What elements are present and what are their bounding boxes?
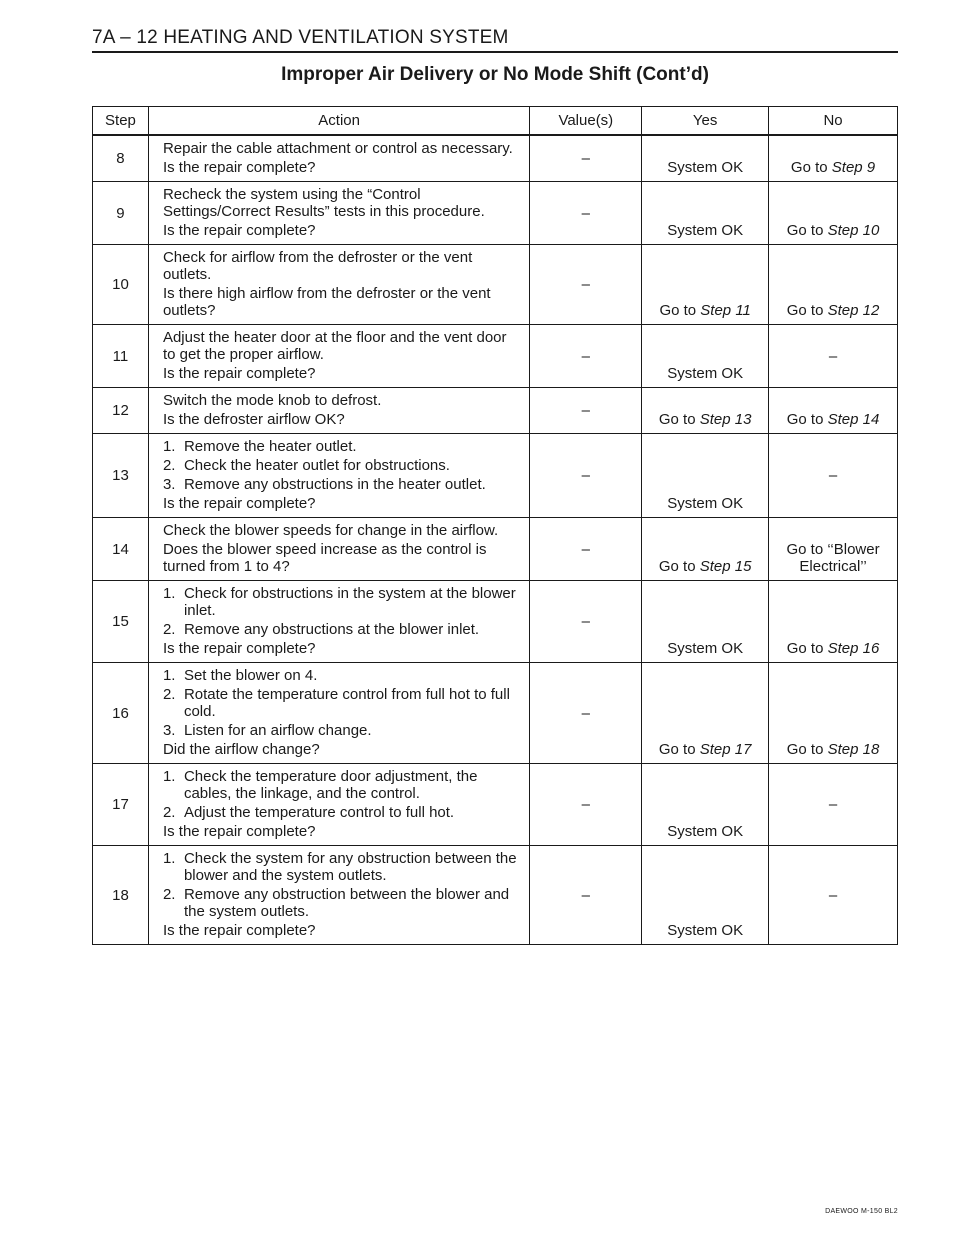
yes-result-cell (642, 434, 769, 518)
action-text: Is the repair complete? (162, 222, 316, 239)
table-row (93, 182, 898, 245)
no-result-cell (769, 135, 898, 182)
action-item-text: Remove any obstruction between the blower and the system outlets. (183, 886, 510, 920)
action-text: Check the blower speeds for change in the airflow. (162, 522, 499, 539)
no-step-reference: Step 10 (827, 222, 880, 239)
action-text: Is the repair complete? (162, 823, 316, 840)
action-list-item (163, 457, 521, 474)
action-list-item (163, 850, 521, 884)
no-result-cell (769, 663, 898, 764)
no-result-prefix: Go to (786, 640, 828, 657)
action-item-text: Check the system for any obstruction between the blower and the system outlets. (183, 850, 517, 884)
table-row (93, 846, 898, 945)
action-list-item (163, 621, 521, 638)
yes-result-prefix: Go to (658, 411, 700, 428)
yes-result-text: System OK (667, 159, 744, 176)
table-body (93, 135, 898, 945)
table-row (93, 325, 898, 388)
action-cell (148, 135, 529, 182)
value-cell: – (530, 388, 642, 434)
action-item-number: 1. (162, 585, 176, 602)
column-header-yes: Yes (642, 107, 769, 136)
step-number: 15 (93, 581, 149, 663)
action-item-number: 1. (162, 438, 176, 455)
yes-result-text: System OK (667, 640, 744, 657)
yes-result-cell (642, 245, 769, 325)
no-result-prefix: Go to (786, 741, 828, 758)
action-item-text: Remove the heater outlet. (183, 438, 357, 455)
no-result-prefix: Go to (786, 302, 828, 319)
column-header-no: No (769, 107, 898, 136)
action-cell (148, 764, 529, 846)
no-result-cell (769, 581, 898, 663)
no-step-reference: Step 16 (827, 640, 880, 657)
no-result-cell (769, 764, 898, 846)
column-header-action: Action (148, 107, 529, 136)
action-cell (148, 325, 529, 388)
action-cell (148, 388, 529, 434)
yes-result-cell (642, 581, 769, 663)
no-result-prefix: Go to (786, 411, 828, 428)
step-number: 12 (93, 388, 149, 434)
action-item-number: 3. (162, 476, 176, 493)
yes-step-reference: Step 13 (699, 411, 752, 428)
no-result-prefix: Go to (786, 222, 828, 239)
action-cell (148, 663, 529, 764)
value-cell: – (530, 245, 642, 325)
action-text: Adjust the heater door at the floor and the vent door to get the proper airflow. (162, 329, 507, 363)
value-cell: – (530, 581, 642, 663)
yes-result-prefix: Go to (659, 302, 701, 319)
action-cell (148, 846, 529, 945)
action-cell (148, 245, 529, 325)
action-text: Is there high airflow from the defroster or the vent outlets? (162, 285, 491, 319)
table-row (93, 518, 898, 581)
action-item-text: Adjust the temperature control to full hot. (183, 804, 455, 821)
value-cell: – (530, 434, 642, 518)
step-number: 8 (93, 135, 149, 182)
action-list-item (163, 886, 521, 920)
no-result-cell (769, 518, 898, 581)
page-header: 7A – 12 HEATING AND VENTILATION SYSTEM (92, 26, 898, 53)
action-item-text: Remove any obstructions at the blower inlet. (183, 621, 480, 638)
action-item-text: Remove any obstructions in the heater outlet. (183, 476, 486, 493)
action-text: Is the repair complete? (162, 495, 316, 512)
page-title: Improper Air Delivery or No Mode Shift (Cont’d) (281, 64, 709, 85)
yes-result-text: System OK (667, 222, 744, 239)
action-item-number: 2. (162, 804, 176, 821)
value-cell: – (530, 518, 642, 581)
no-result-cell (769, 388, 898, 434)
no-result-cell (769, 434, 898, 518)
no-step-reference: Step 18 (827, 741, 880, 758)
table-row (93, 434, 898, 518)
value-cell: – (530, 663, 642, 764)
yes-result-cell (642, 518, 769, 581)
table-row (93, 388, 898, 434)
action-text: Did the airflow change? (162, 741, 320, 758)
yes-result-text: System OK (667, 823, 744, 840)
yes-step-reference: Step 17 (699, 741, 752, 758)
action-item-number: 1. (162, 667, 176, 684)
action-item-text: Check for obstructions in the system at the blower inlet. (183, 585, 516, 619)
yes-step-reference: Step 15 (699, 558, 752, 575)
no-step-reference: Step 9 (831, 159, 876, 176)
no-result-cell (769, 846, 898, 945)
step-number: 13 (93, 434, 149, 518)
action-text: Switch the mode knob to defrost. (162, 392, 382, 409)
action-text: Is the repair complete? (162, 365, 316, 382)
yes-result-cell (642, 764, 769, 846)
no-result-text: – (828, 467, 838, 484)
action-item-text: Listen for an airflow change. (183, 722, 372, 739)
action-cell (148, 182, 529, 245)
table-row (93, 581, 898, 663)
value-cell: – (530, 846, 642, 945)
value-cell: – (530, 764, 642, 846)
no-result-cell (769, 245, 898, 325)
action-item-number: 2. (162, 886, 176, 903)
action-item-text: Check the heater outlet for obstructions. (183, 457, 450, 474)
action-text: Is the repair complete? (162, 640, 316, 657)
step-number: 16 (93, 663, 149, 764)
step-number: 9 (93, 182, 149, 245)
no-result-cell (769, 182, 898, 245)
action-list-item (163, 768, 521, 802)
yes-result-text: System OK (667, 365, 744, 382)
action-cell (148, 518, 529, 581)
action-cell (148, 434, 529, 518)
no-result-text: Go to ‘‘Blower Electrical’’ (786, 541, 880, 575)
action-item-number: 2. (162, 457, 176, 474)
yes-step-reference: Step 11 (700, 302, 751, 319)
step-number: 10 (93, 245, 149, 325)
column-header-step: Step (93, 107, 149, 136)
action-list-item (163, 804, 521, 821)
no-result-cell (769, 325, 898, 388)
action-item-number: 1. (162, 768, 176, 785)
action-list-item (163, 438, 521, 455)
action-item-text: Check the temperature door adjustment, the cables, the linkage, and the control. (183, 768, 478, 802)
yes-result-cell (642, 135, 769, 182)
action-item-number: 2. (162, 686, 176, 703)
yes-result-cell (642, 182, 769, 245)
value-cell: – (530, 325, 642, 388)
action-list-item (163, 667, 521, 684)
step-number: 18 (93, 846, 149, 945)
yes-result-cell (642, 663, 769, 764)
yes-result-text: System OK (667, 922, 744, 939)
yes-result-prefix: Go to (658, 558, 700, 575)
action-item-number: 2. (162, 621, 176, 638)
action-text: Is the repair complete? (162, 922, 316, 939)
table-row (93, 663, 898, 764)
value-cell: – (530, 135, 642, 182)
no-step-reference: Step 12 (827, 302, 880, 319)
column-header-values: Value(s) (530, 107, 642, 136)
action-item-number: 1. (162, 850, 176, 867)
no-step-reference: Step 14 (827, 411, 880, 428)
table-header-row (93, 107, 898, 136)
no-result-text: – (828, 796, 838, 813)
footer-code: DAEWOO M-150 BL2 (825, 1208, 898, 1215)
action-item-number: 3. (162, 722, 176, 739)
action-item-text: Rotate the temperature control from full hot to full cold. (183, 686, 510, 720)
action-list-item (163, 686, 521, 720)
action-text: Check for airflow from the defroster or the vent outlets. (162, 249, 473, 283)
action-text: Is the defroster airflow OK? (162, 411, 345, 428)
action-cell (148, 581, 529, 663)
step-number: 11 (93, 325, 149, 388)
value-cell: – (530, 182, 642, 245)
action-list-item (163, 722, 521, 739)
yes-result-cell (642, 325, 769, 388)
action-text: Repair the cable attachment or control as necessary. (162, 140, 513, 157)
no-result-text: – (828, 886, 838, 904)
action-list-item (163, 585, 521, 619)
table-row (93, 135, 898, 182)
action-text: Recheck the system using the “Control Settings/Correct Results” tests in this procedure. (162, 186, 485, 220)
yes-result-cell (642, 846, 769, 945)
no-result-prefix: Go to (790, 159, 832, 176)
step-number: 17 (93, 764, 149, 846)
step-number: 14 (93, 518, 149, 581)
action-text: Is the repair complete? (162, 159, 316, 176)
action-text: Does the blower speed increase as the control is turned from 1 to 4? (162, 541, 487, 575)
yes-result-prefix: Go to (658, 741, 700, 758)
yes-result-cell (642, 388, 769, 434)
action-item-text: Set the blower on 4. (183, 667, 318, 684)
table-row (93, 764, 898, 846)
table-row (93, 245, 898, 325)
action-list-item (163, 476, 521, 493)
diagnostic-table (92, 106, 898, 945)
no-result-text: – (828, 347, 838, 365)
yes-result-text: System OK (667, 495, 744, 512)
